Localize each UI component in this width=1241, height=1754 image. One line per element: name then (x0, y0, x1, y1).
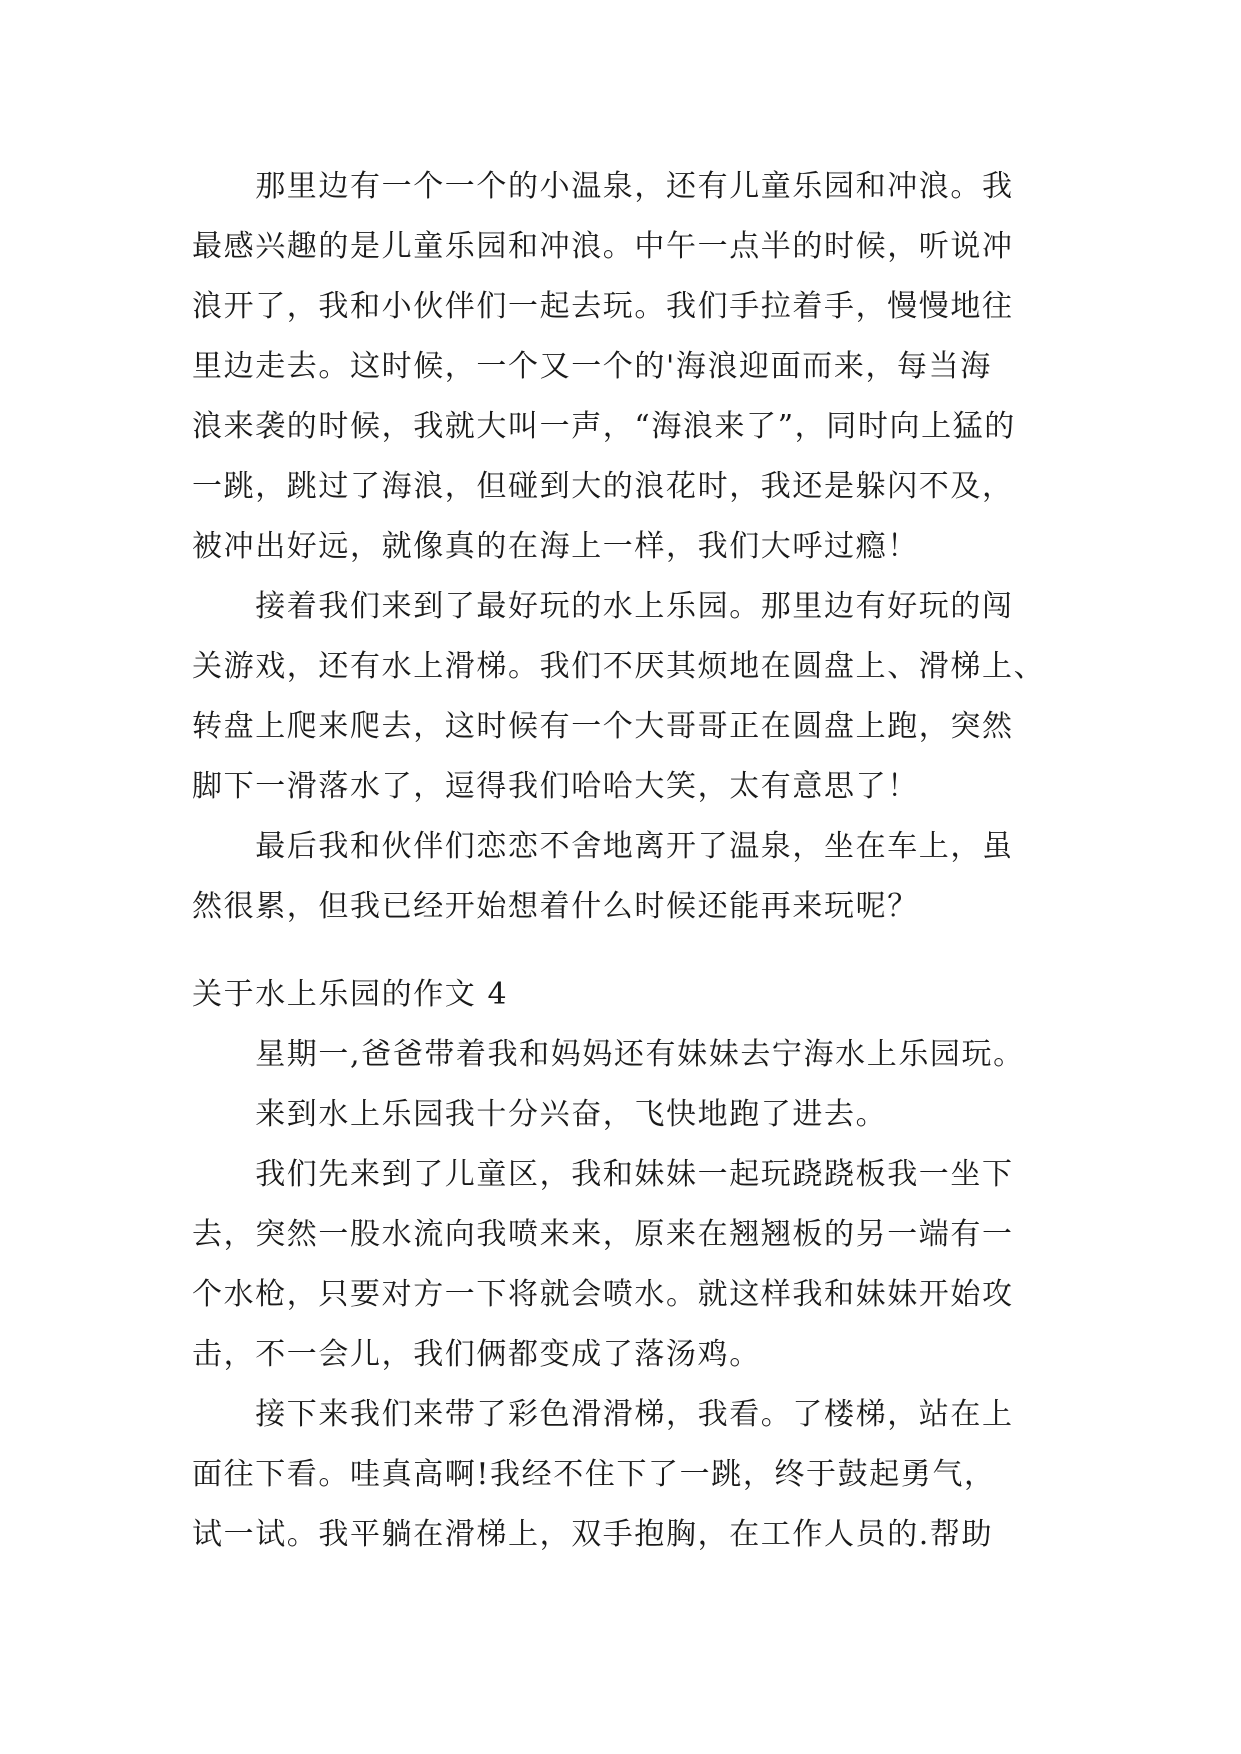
paragraph-line: 浪来袭的时候，我就大叫一声，“海浪来了”，同时向上猛的 (192, 409, 1016, 444)
paragraph-line: 脚下一滑落水了，逗得我们哈哈大笑，太有意思了！ (192, 769, 919, 804)
paragraph-line: 来到水上乐园我十分兴奋，飞快地跑了进去。 (192, 1097, 888, 1132)
paragraph-line: 浪开了，我和小伙伴们一起去玩。我们手拉着手，慢慢地往 (192, 289, 1014, 324)
paragraph-line: 那里边有一个一个的小温泉，还有儿童乐园和冲浪。我 (192, 169, 1014, 204)
paragraph-line: 最感兴趣的是儿童乐园和冲浪。中午一点半的时候，听说冲 (192, 229, 1014, 264)
paragraph-line: 击，不一会儿，我们俩都变成了落汤鸡。 (192, 1337, 761, 1372)
paragraph-line: 接着我们来到了最好玩的水上乐园。那里边有好玩的闯 (192, 589, 1014, 624)
paragraph-line: 面往下看。哇真高啊!我经不住下了一跳，终于鼓起勇气， (192, 1457, 996, 1492)
paragraph-line: 关游戏，还有水上滑梯。我们不厌其烦地在圆盘上、滑梯上、 (192, 649, 1046, 684)
paragraph-line: 去，突然一股水流向我喷来来，原来在翘翘板的另一端有一 (192, 1217, 1014, 1252)
essay-section-4 (192, 965, 1072, 1565)
paragraph-line: 被冲出好远，就像真的在海上一样，我们大呼过瘾！ (192, 529, 919, 564)
paragraph-line: 个水枪，只要对方一下将就会喷水。就这样我和妹妹开始攻 (192, 1277, 1014, 1312)
paragraph-line: 最后我和伙伴们恋恋不舍地离开了温泉，坐在车上，虽 (192, 829, 1014, 864)
paragraph-line: 然很累，但我已经开始想着什么时候还能再来玩呢？ (192, 889, 919, 924)
paragraph-line: 接下来我们来带了彩色滑滑梯，我看。了楼梯，站在上 (192, 1397, 1014, 1432)
paragraph-line: 转盘上爬来爬去，这时候有一个大哥哥正在圆盘上跑，突然 (192, 709, 1014, 744)
essay-section-1 (192, 157, 1072, 937)
paragraph-line: 我们先来到了儿童区，我和妹妹一起玩跷跷板我一坐下 (192, 1157, 1014, 1192)
paragraph-line: 试一试。我平躺在滑梯上，双手抱胸，在工作人员的.帮助 (192, 1517, 994, 1552)
essay-heading: 关于水上乐园的作文 4 (192, 977, 509, 1012)
paragraph-line: 星期一,爸爸带着我和妈妈还有妹妹去宁海水上乐园玩。 (192, 1037, 1025, 1072)
paragraph-line: 一跳，跳过了海浪，但碰到大的浪花时，我还是躲闪不及， (192, 469, 1014, 504)
paragraph-line: 里边走去。这时候，一个又一个的'海浪迎面而来，每当海 (192, 349, 992, 384)
